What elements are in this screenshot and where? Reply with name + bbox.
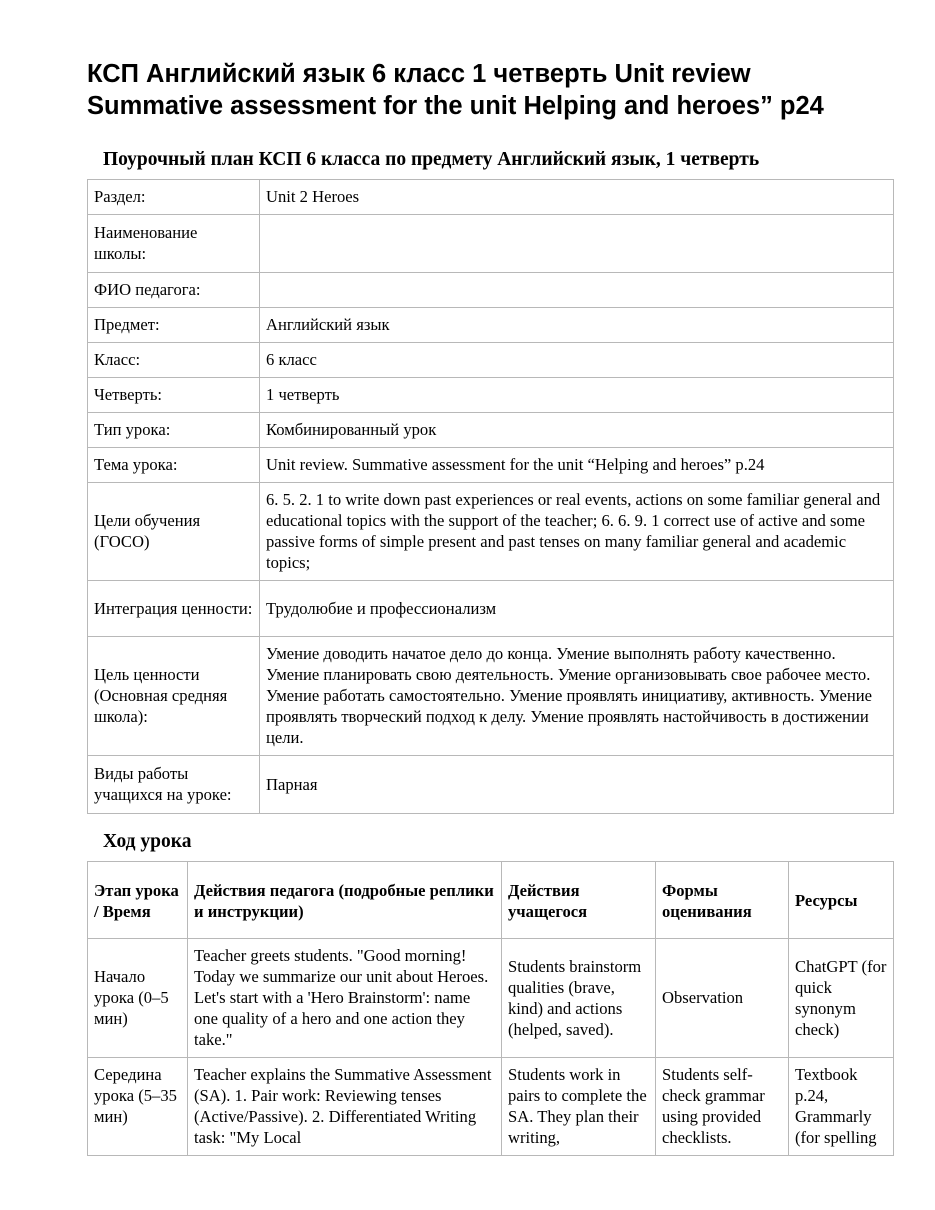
info-value: Unit 2 Heroes bbox=[260, 180, 894, 215]
info-row-subject bbox=[88, 308, 894, 343]
document-page bbox=[87, 58, 893, 1156]
info-label: Цель ценности (Основная средняя школа): bbox=[88, 637, 260, 756]
lesson-progress-table bbox=[87, 861, 894, 1156]
teacher-actions-cell: Teacher explains the Summative Assessment (SA). 1. Pair work: Reviewing tenses (Active/Passive). 2. Differentiated Writing task: "My Local bbox=[188, 1058, 502, 1156]
info-label: Класс: bbox=[88, 343, 260, 378]
info-row-lesson-type bbox=[88, 413, 894, 448]
info-label: Раздел: bbox=[88, 180, 260, 215]
info-label: Четверть: bbox=[88, 378, 260, 413]
table-header-row bbox=[88, 862, 894, 939]
document-title-line-2: Summative assessment for the unit Helping and heroes” p24 bbox=[87, 92, 824, 120]
info-label: Виды работы учащихся на уроке: bbox=[88, 756, 260, 814]
info-row-teacher bbox=[88, 273, 894, 308]
teacher-actions-cell: Teacher greets students. "Good morning! Today we summarize our unit about Heroes. Let's start with a 'Hero Brainstorm': name one quality of a hero and one action they take." bbox=[188, 939, 502, 1058]
info-row-topic bbox=[88, 448, 894, 483]
info-row-school bbox=[88, 215, 894, 273]
info-row-section bbox=[88, 180, 894, 215]
info-value: 6. 5. 2. 1 to write down past experiences or real events, actions on some familiar general and educational topics with the support of the teacher; 6. 6. 9. 1 correct use of active and some passive forms of simple present and past tenses on many familiar general and academic topics; bbox=[260, 483, 894, 581]
assessment-cell: Observation bbox=[656, 939, 789, 1058]
document-title-line-1: КСП Английский язык 6 класс 1 четверть Unit review bbox=[87, 60, 751, 88]
resources-cell: Textbook p.24, Grammarly (for spelling bbox=[789, 1058, 894, 1156]
stage-cell: Середина урока (5–35 мин) bbox=[88, 1058, 188, 1156]
document-title bbox=[87, 58, 893, 122]
plan-heading: Поурочный план КСП 6 класса по предмету Английский язык, 1 четверть bbox=[103, 149, 760, 170]
info-value bbox=[260, 273, 894, 308]
table-row bbox=[88, 939, 894, 1058]
info-label: Цели обучения (ГОСО) bbox=[88, 483, 260, 581]
lesson-progress-heading: Ход урока bbox=[103, 831, 192, 852]
info-row-value-goal bbox=[88, 637, 894, 756]
info-value: Умение доводить начатое дело до конца. Умение выполнять работу качественно. Умение планировать свою деятельность. Умение организовывать свое рабочее место. Умение работать самостоятельно. Умение проявлять инициативу, активность. Умение проявлять творческий подход к делу. Умение проявлять настойчивость в достижении цели. bbox=[260, 637, 894, 756]
column-header-teacher-actions: Действия педагога (подробные реплики и инструкции) bbox=[188, 862, 502, 939]
info-value: 6 класс bbox=[260, 343, 894, 378]
resources-cell: ChatGPT (for quick synonym check) bbox=[789, 939, 894, 1058]
info-row-grade bbox=[88, 343, 894, 378]
info-row-quarter bbox=[88, 378, 894, 413]
info-row-value-integration bbox=[88, 581, 894, 637]
lesson-info-table bbox=[87, 179, 894, 814]
student-actions-cell: Students work in pairs to complete the SA. They plan their writing, bbox=[502, 1058, 656, 1156]
column-header-student-actions: Действия учащегося bbox=[502, 862, 656, 939]
info-label: ФИО педагога: bbox=[88, 273, 260, 308]
info-row-work-types bbox=[88, 756, 894, 814]
info-value: Английский язык bbox=[260, 308, 894, 343]
info-label: Тип урока: bbox=[88, 413, 260, 448]
info-value: Unit review. Summative assessment for the unit “Helping and heroes” p.24 bbox=[260, 448, 894, 483]
info-value: Комбинированный урок bbox=[260, 413, 894, 448]
info-value: Парная bbox=[260, 756, 894, 814]
column-header-resources: Ресурсы bbox=[789, 862, 894, 939]
info-row-learning-goals bbox=[88, 483, 894, 581]
info-label: Интеграция ценности: bbox=[88, 581, 260, 637]
info-value: 1 четверть bbox=[260, 378, 894, 413]
student-actions-cell: Students brainstorm qualities (brave, kind) and actions (helped, saved). bbox=[502, 939, 656, 1058]
stage-cell: Начало урока (0–5 мин) bbox=[88, 939, 188, 1058]
info-value bbox=[260, 215, 894, 273]
column-header-stage: Этап урока / Время bbox=[88, 862, 188, 939]
info-value: Трудолюбие и профессионализм bbox=[260, 581, 894, 637]
info-label: Наименование школы: bbox=[88, 215, 260, 273]
column-header-assessment: Формы оценивания bbox=[656, 862, 789, 939]
table-row bbox=[88, 1058, 894, 1156]
info-label: Тема урока: bbox=[88, 448, 260, 483]
assessment-cell: Students self-check grammar using provided checklists. bbox=[656, 1058, 789, 1156]
info-label: Предмет: bbox=[88, 308, 260, 343]
